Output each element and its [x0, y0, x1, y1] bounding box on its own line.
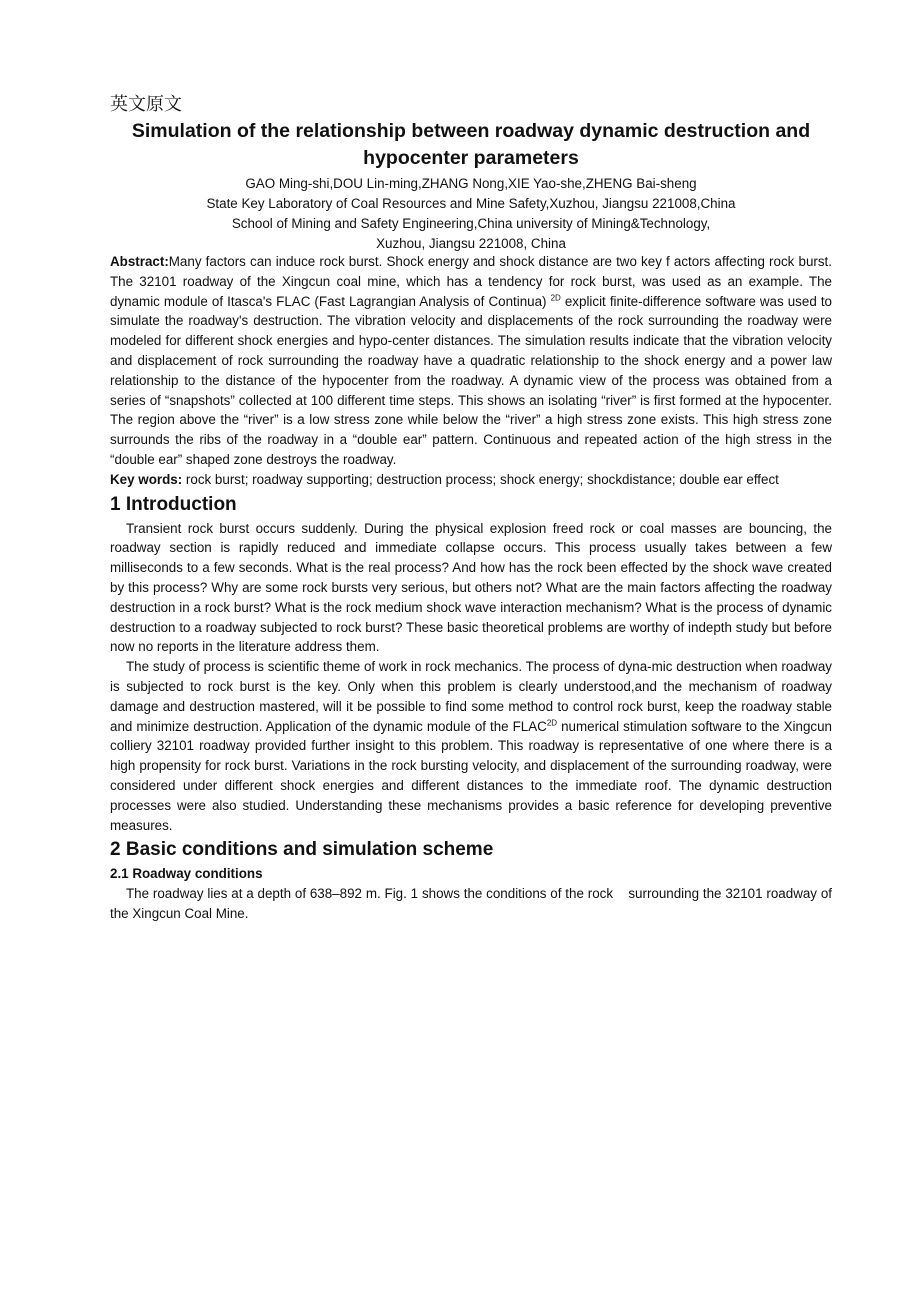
authors: GAO Ming-shi,DOU Lin-ming,ZHANG Nong,XIE Yao-she,ZHENG Bai-sheng — [245, 176, 697, 191]
affiliation-2: School of Mining and Safety Engineering,China university of Mining&Technology, — [231, 216, 711, 231]
section-1-p2-text-a: The study of process is scientific theme of work in rock mechanics. The process of dyna-mic destruction when roadway is subjected to rock burst is the key. Only when this problem is clearly understood,and the mechanism of roadway damage and destruction mastered, will it be possible to find some method to control rock burst, keep the roadway stable and minimize destruction. Application of the dynamic module of the FLAC — [110, 659, 832, 734]
abstract-text-b: explicit finite-difference software was used to simulate the roadway's destruction. The vibration velocity and displacements of the rock surrounding the roadway were modeled for different shock energies and hypo-center distances. The simulation results indicate that the vibration velocity and displacement of rock surrounding the roadway have a quadratic relationship to the shock energy and a power law relationship to the distance of the hypocenter from the roadway. A dynamic view of the process was obtained from a series of “snapshots” collected at 100 different time steps. This shows an isolating “river” is first formed at the hypocenter. The region above the “river” is a low stress zone while below the “river” a high stress zone exists. This high stress zone surrounds the ribs of the roadway in a “double ear” pattern. Continuous and repeated action of the high stress in the “double ear” shaped zone destroys the roadway. — [110, 293, 832, 467]
affiliation-3: Xuzhou, Jiangsu 221008, China — [376, 236, 566, 251]
section-2-heading: 2 Basic conditions and simulation scheme — [110, 839, 494, 861]
abstract-text-a: Many factors can induce rock burst. Shock energy and shock distance are two key f actors affecting rock burst. The 32101 roadway of the Xingcun coal mine, which has a tendency for rock burst, was used as an example. The dynamic module of Itasca's FLAC (Fast Lagrangian Analysis of Continua) — [110, 254, 832, 309]
section-1-paragraph-2 — [110, 657, 832, 835]
author-block — [110, 174, 832, 254]
abstract-label: Abstract: — [110, 254, 169, 269]
section-1-p2-text-b: numerical stimulation software to the Xingcun colliery 32101 roadway provided further insight to this problem. This roadway is representative of one where there is a high propensity for rock burst. Variations in the rock bursting velocity, and displacement of the surrounding roadway, were considered under different shock energies and different distances to the immediate roof. The dynamic destruction processes were also studied. Understanding these mechanisms provides a basic reference for developing preventive measures. — [110, 718, 833, 833]
keywords — [110, 470, 832, 490]
section-2-1-heading: 2.1 Roadway conditions — [110, 866, 263, 882]
abstract-sup: 2D — [550, 293, 561, 303]
keywords-label: Key words: — [110, 471, 183, 487]
paper-body — [110, 252, 836, 924]
section-1-paragraph-1: Transient rock burst occurs suddenly. During the physical explosion freed rock or coal masses are bouncing, the roadway section is rapidly reduced and immediate collapse occurs. This process usually takes between a few milliseconds to a few seconds. What is the real process? And how has the rock been effected by the shock wave created by this process? Why are some rock bursts very serious, but others not? What are the main factors affecting the roadway destruction in a rock burst? What is the rock medium shock wave interaction mechanism? What is the process of dynamic destruction to a roadway subjected to rock burst? These basic theoretical problems are worthy of indepth study but before now no reports in the literature address them. — [110, 520, 832, 655]
original-text-label: 英文原文 — [110, 94, 182, 115]
paper-title: Simulation of the relationship between roadway dynamic destruction and hypocenter parameters — [131, 120, 811, 169]
affiliation-1: State Key Laboratory of Coal Resources and Mine Safety,Xuzhou, Jiangsu 221008,China — [206, 196, 736, 211]
section-2-1-paragraph-1: The roadway lies at a depth of 638–892 m. Fig. 1 shows the conditions of the rock surrounding the 32101 roadway of the Xingcun Coal Mine. — [110, 886, 836, 921]
section-1-heading: 1 Introduction — [110, 493, 237, 515]
section-1-p2-sup: 2D — [546, 718, 558, 728]
abstract — [110, 252, 832, 470]
keywords-text: rock burst; roadway supporting; destruction process; shock energy; shockdistance; double ear effect — [182, 471, 779, 487]
